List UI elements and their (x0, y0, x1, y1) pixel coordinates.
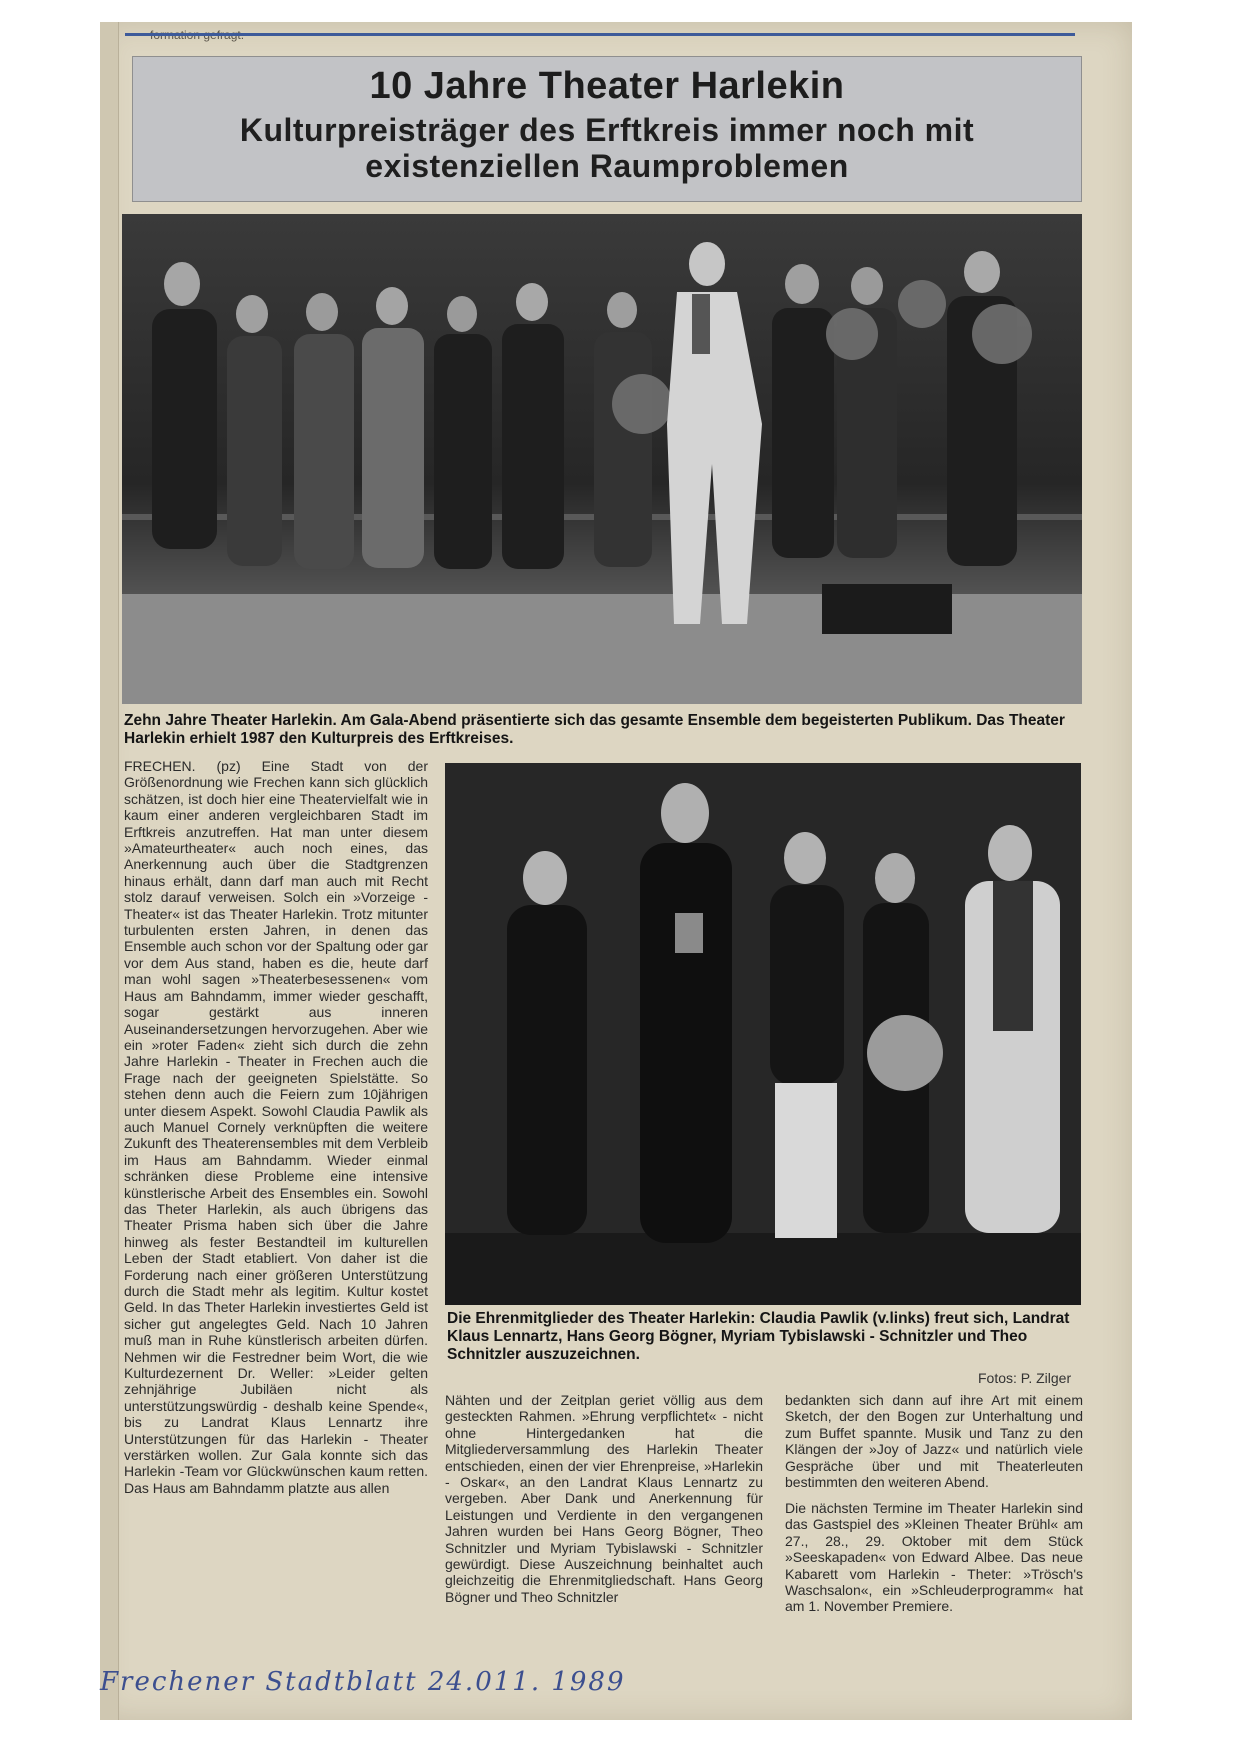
headline: 10 Jahre Theater Harlekin (369, 65, 845, 107)
handwritten-source-note: Frechener Stadtblatt 24.011. 1989 (100, 1667, 626, 1697)
page-fold-edge (100, 22, 119, 1720)
header-rule (125, 33, 1075, 36)
photo-credit: Fotos: P. Zilger (978, 1370, 1072, 1386)
subheadline: Kulturpreisträger des Erftkreis immer noch mit existenziellen Raumproblemen (239, 112, 975, 184)
photo-honorary-members (445, 763, 1081, 1305)
article-column-3a: bedankten sich dann auf ihre Art mit einem Sketch, der den Bogen zur Unterhaltung und zum Buffet spannte. Musik und Tanz zu den Klängen der »Joy of Jazz« und natürlich viele Gespräche über und mit Theaterleuten bestimmten den weiteren Abend. (785, 1392, 1083, 1491)
photo-ensemble-image (122, 214, 1082, 704)
caption-top: Zehn Jahre Theater Harlekin. Am Gala-Abend präsentierte sich das gesamte Ensemble dem begeisterten Publikum. Das Theater Harlekin erhielt 1987 den Kulturpreis des Erftkreises. (124, 712, 1065, 747)
article-column-1: FRECHEN. (pz) Eine Stadt von der Größenordnung wie Frechen kann sich glücklich schätzen, ist doch hier eine Theatervielfalt wie in kaum einer anderen vergleichbaren Stadt im Erftkreis anzutreffen. Hat man unter diesem »Amateurtheater« auch noch eines, das Anerkennung auch über die Stadtgrenzen hinaus erhält, dann darf man auch mit Recht stolz darauf verweisen. Solch ein »Vorzeige - Theater« ist das Theater Harlekin. Trotz mitunter turbulenten ersten Jahren, in denen das Ensemble auch schon vor der Spaltung oder gar vor dem Aus stand, haben es die, heute darf man wohl sagen »Theaterbesessenen« vom Haus am Bahndamm, immer wieder geschafft, sogar gestärkt aus inneren Auseinandersetzungen hervorzugehen. Aber wie ein »roter Faden« zieht sich durch die zehn Jahre Harlekin - Theater in Frechen auch die Frage nach der geeigneten Spielstätte. So stehen denn auch die Feiern zum 10jährigen unter diesem Aspekt. Sowohl Claudia Pawlik als auch Manuel Cornely verknüpften die weitere Zukunft des Theaterensembles mit dem Verbleib im Haus am Bahndamm. Wieder einmal schränken diese Probleme eine intensive künstlerische Arbeit des Ensembles ein. Sowohl das Theter Harlekin, als auch übrigens das Theater Prisma haben sich über die Jahre hinweg als fester Bestandteil im kulturellen Leben der Stadt etabliert. Von daher ist die Forderung nach einer größeren Unterstützung durch die Stadt mehr als legitim. Kultur kostet Geld. In das Theter Harlekin investiertes Geld ist sicher gut angelegtes Geld. Nach 10 Jahren muß man in Ruhe künstlerisch arbeiten dürfen. Nehmen wir die Festredner beim Wort, die wie Kulturdezernent Dr. Weller: »Leider gelten zehnjährige Jubiläen nicht als unterstützungswürdig - deshalb keine Spende«, bis zu Landrat Klaus Lennartz ihre Unterstützungen für das Harlekin - Theater verstärken wollen. Zur Gala konnte sich das Harlekin -Team vor Glückwünschen kaum retten. Das Haus am Bahndamm platzte aus allen (124, 758, 428, 1496)
article-column-3b: Die nächsten Termine im Theater Harlekin sind das Gastspiel des »Kleinen Theater Brühl« am 27., 28., 29. Oktober mit dem Stück »Seeskapaden« von Edward Albee. Das neue Kabarett vom Harlekin - Theter: »Trösch's Waschsalon«, ein »Schleuderprogramm« hat am 1. November Premiere. (785, 1500, 1083, 1615)
photo-honorary-members-image (445, 763, 1081, 1305)
caption-bottom: Die Ehrenmitglieder des Theater Harlekin: Claudia Pawlik (v.links) freut sich, Landrat Klaus Lennartz, Hans Georg Bögner, Myriam Tybislawski - Schnitzler und Theo Schnitzler auszuzeichnen. (447, 1310, 1070, 1363)
article-column-2: Nähten und der Zeitplan geriet völlig aus dem gesteckten Rahmen. »Ehrung verpflichtet« - nicht ohne Hintergedanken hat die Mitgliederversammlung des Harlekin Theater entschieden, einen der vier Ehrenpreise, »Harlekin - Oskar«, an den Landrat Klaus Lennartz zu vergeben. Aber Dank und Anerkennung für Leistungen und Verdiente in den vergangenen Jahren wurden bei Hans Georg Bögner, Theo Schnitzler und Myriam Tybislawski - Schnitzler gewürdigt. Diese Auszeichnung beinhaltet auch gleichzeitig die Ehrenmitgliedschaft. Hans Georg Bögner und Theo Schnitzler (445, 1392, 763, 1605)
headline-box (132, 56, 1082, 202)
photo-ensemble (122, 214, 1082, 704)
